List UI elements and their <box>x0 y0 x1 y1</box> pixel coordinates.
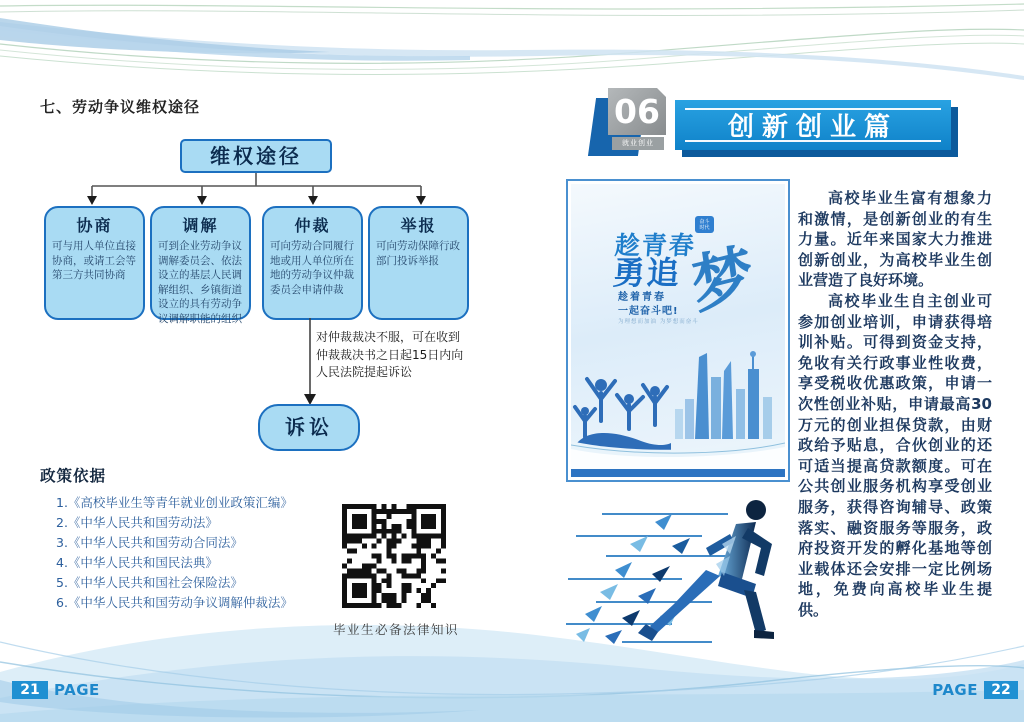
chapter-number-badge: 06 <box>608 88 666 135</box>
policy-heading: 政策依据 <box>40 467 107 485</box>
page-number-right: 22 <box>984 681 1018 699</box>
chapter-header <box>592 88 1012 168</box>
policy-item: 6.《中华人民共和国劳动争议调解仲裁法》 <box>56 595 293 610</box>
branch-desc: 可到企业劳动争议调解委员会、依法设立的基层人民调解组织、乡镇街道设立的具有劳动争议调解职能的组织 <box>158 240 242 325</box>
poster-title-line1: 趁青春 <box>613 231 697 260</box>
section-title: 七、劳动争议维权途径 <box>40 98 201 116</box>
page-label-right: PAGE <box>932 681 978 699</box>
qr-code <box>342 504 446 608</box>
chapter-title: 创新创业篇 <box>727 112 898 143</box>
branch-title: 仲裁 <box>294 216 331 235</box>
intro-paragraph-2: 高校毕业生自主创业可参加创业培训，申请获得培训补贴。可得到资金支持，免收有关行政事业性收费，享受税收优惠政策，申请一次性创业补贴，申请最高30万元的创业担保贷款，由财政给予贴息，合伙创业的还可适当提高贷款额度。可在公共创业服务机构享受创业服务，获得咨询辅导、政策落实、融资服务等服务，政府投资开发的孵化基地等创业载体还会安排一定比例场地，免费向高校毕业生提供。 <box>798 291 992 619</box>
branch-desc: 可与用人单位直接协商，或请工会等第三方共同协商 <box>52 240 136 281</box>
policy-item: 2.《中华人民共和国劳动法》 <box>56 515 218 530</box>
flowchart-root-box: 维权途径 <box>180 139 332 173</box>
branch-title: 举报 <box>400 216 437 235</box>
poster-skyline-illustration <box>571 341 785 469</box>
page-number-left: 21 <box>12 681 48 699</box>
flowchart-connector-lines <box>40 172 480 208</box>
branch-desc: 可向劳动合同履行地或用人单位所在地的劳动争议仲裁委员会申请仲裁 <box>270 240 354 296</box>
poster-inner <box>571 184 785 477</box>
poster-bottom-band <box>571 469 785 477</box>
qr-caption: 毕业生必备法律知识 <box>333 622 460 637</box>
intro-paragraph-1: 高校毕业生富有想象力和激情，是创新创业的有生力量。近年来国家大力推进创新创业，为高校毕业生创业营造了良好环境。 <box>798 189 992 290</box>
youth-dream-poster <box>566 179 790 482</box>
flowchart-branch-report <box>368 206 469 320</box>
poster-subtext: 为理想而加油 为梦想而奋斗 <box>618 319 699 325</box>
page-label-left: PAGE <box>54 681 100 699</box>
policy-item: 3.《中华人民共和国劳动合同法》 <box>56 535 243 550</box>
poster-subtitle-line1: 趁着青春 <box>618 292 666 303</box>
branch-desc: 可向劳动保障行政部门投诉举报 <box>376 240 460 267</box>
policy-list <box>56 493 366 613</box>
chapter-tag: 就业创业 <box>612 137 664 150</box>
branch-title: 协商 <box>76 216 113 235</box>
chapter-intro-text <box>798 188 992 620</box>
poster-bubble-line1: 奋斗 <box>699 219 710 225</box>
top-wave-decoration <box>0 0 1024 90</box>
arbitration-note: 对仲裁裁决不服，可在收到仲裁裁决书之日起15日内向人民法院提起诉讼 <box>316 330 464 379</box>
chapter-banner <box>675 100 951 150</box>
poster-subtitle-line2: 一起奋斗吧! <box>618 306 679 317</box>
runner-illustration <box>560 484 810 664</box>
flowchart-branch-arbitration <box>262 206 363 320</box>
policy-item: 1.《高校毕业生等青年就业创业政策汇编》 <box>56 495 293 510</box>
branch-title: 调解 <box>182 216 219 235</box>
policy-item: 5.《中华人民共和国社会保险法》 <box>56 575 243 590</box>
poster-bubble-line2: 时代 <box>699 225 710 231</box>
poster-title-line2: 勇追 <box>611 254 683 292</box>
policy-item: 4.《中华人民共和国民法典》 <box>56 555 218 570</box>
flowchart-branch-mediation <box>150 206 251 325</box>
poster-title-accent: 梦 <box>687 235 758 324</box>
flowchart-litigation-box: 诉讼 <box>258 404 360 451</box>
flowchart-branch-negotiation <box>44 206 145 320</box>
